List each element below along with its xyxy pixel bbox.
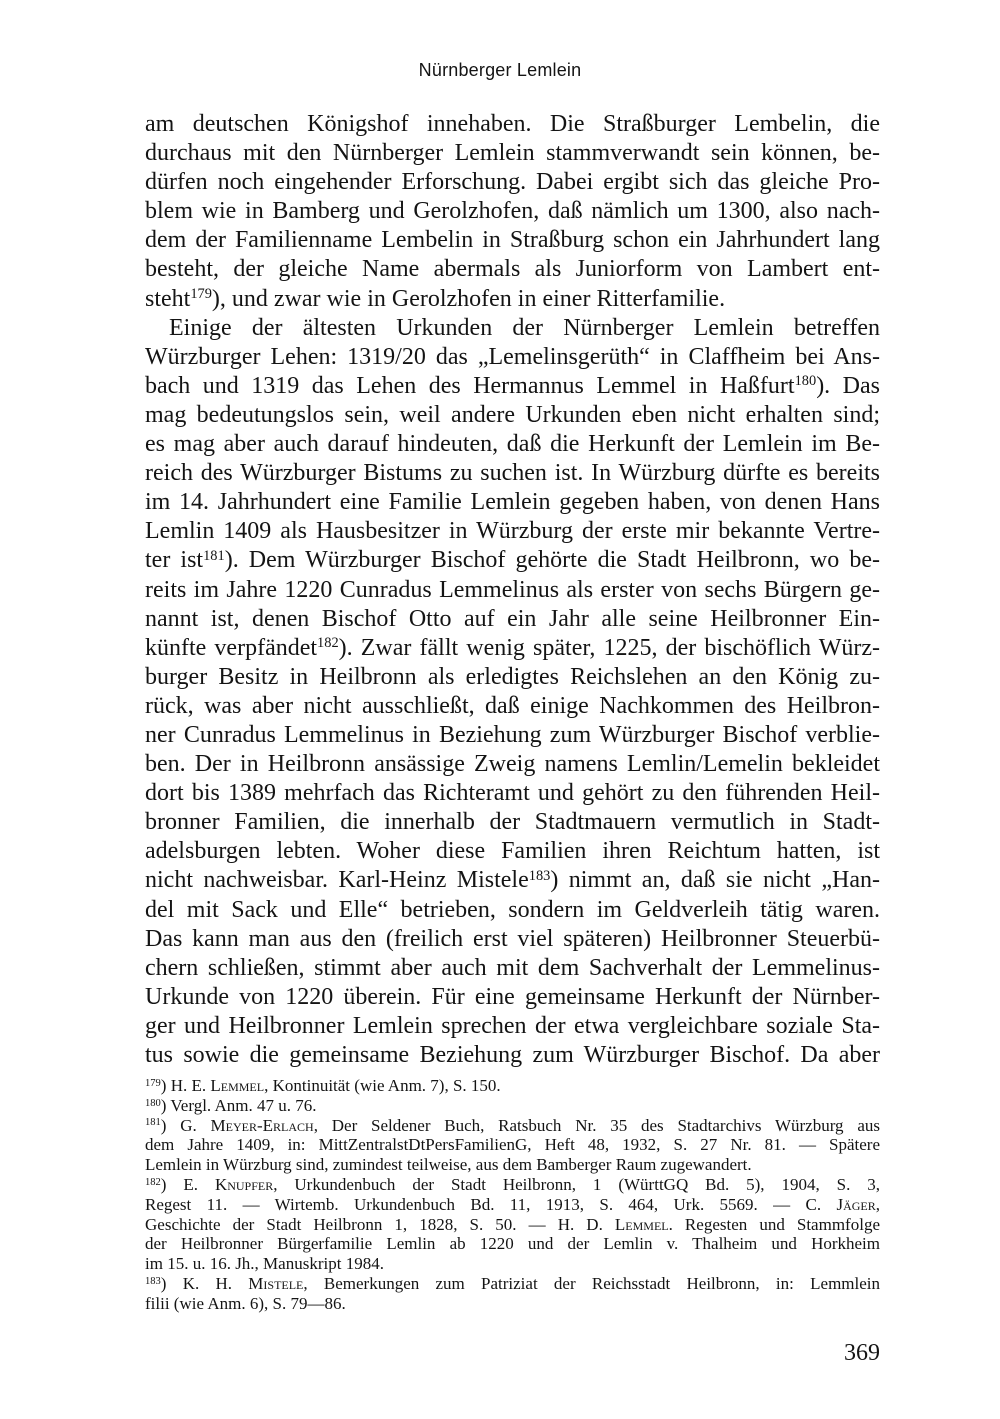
text-run: mag bedeutungslos sein, weil andere Urkunden eben nicht erhalten sind; bbox=[145, 401, 880, 428]
text-run: im 14. Jahrhundert eine Familie Lemlein gegeben haben, von denen Hans bbox=[145, 489, 880, 516]
body-line bbox=[145, 1012, 880, 1041]
body-line bbox=[145, 168, 880, 197]
footnote-ref: 181 bbox=[203, 547, 225, 564]
text-run: ) G. bbox=[160, 1115, 211, 1135]
text-run: Einige der ältesten Urkunden der Nürnberger Lemlein betreffen bbox=[169, 314, 880, 341]
text-run: Geschichte der Stadt Heilbronn 1, 1828, S. 50. — H. D. bbox=[145, 1214, 615, 1234]
footnote-line bbox=[145, 1215, 880, 1235]
footnote-ref: 182 bbox=[145, 1176, 161, 1188]
body-line bbox=[145, 255, 880, 284]
text-run: am deutschen Königshof innehaben. Die Straßburger Lembelin, die bbox=[145, 111, 880, 137]
text-run: reits im Jahre 1220 Cunradus Lemmelinus als erster von sechs Bürgern ge- bbox=[145, 576, 880, 603]
body-line bbox=[145, 954, 880, 983]
text-run: , Der Seldener Buch, Ratsbuch Nr. 35 des Stadtarchivs Würzburg aus bbox=[313, 1115, 880, 1135]
body-line bbox=[145, 605, 880, 634]
body-line bbox=[145, 546, 880, 575]
text-run: ner Cunradus Lemmelinus in Beziehung zum Würzburger Bischof verblie- bbox=[145, 721, 880, 748]
text-run: Mistele bbox=[248, 1273, 304, 1293]
footnote-line bbox=[145, 1076, 880, 1096]
footnotes bbox=[145, 1076, 880, 1314]
text-run: durchaus mit den Nürnberger Lemlein stammverwandt sein können, be- bbox=[145, 140, 880, 167]
text-run: Meyer-Erlach bbox=[210, 1115, 314, 1135]
text-run: , Urkundenbuch der Stadt Heilbronn, 1 (WürttGQ Bd. 5), 1904, S. 3, bbox=[273, 1174, 881, 1194]
text-run: Das kann man aus den (freilich erst viel späteren) Heilbronner Steuerbü- bbox=[145, 925, 880, 952]
text-run: im 15. u. 16. Jh., Manuskript 1984. bbox=[145, 1254, 384, 1274]
footnote-ref: 179 bbox=[145, 1077, 161, 1089]
footnote-line bbox=[145, 1234, 880, 1254]
text-run: blem wie in Bamberg und Gerolzhofen, daß nämlich um 1300, also nach- bbox=[145, 198, 880, 225]
text-run: ), und zwar wie in Gerolzhofen in einer Ritterfamilie. bbox=[211, 285, 726, 312]
footnote-ref: 180 bbox=[794, 372, 817, 389]
text-run: ) nimmt an, daß sie nicht „Han- bbox=[550, 867, 880, 894]
text-run: burger Besitz in Heilbronn als erledigtes Reichslehen an den König zu- bbox=[145, 663, 880, 690]
text-run: steht bbox=[145, 285, 191, 312]
text-run: nannt ist, denen Bischof Otto auf ein Jahr alle seine Heilbronner Ein- bbox=[145, 605, 880, 632]
footnote-ref: 181 bbox=[145, 1117, 161, 1129]
body-line bbox=[145, 110, 880, 139]
body-line bbox=[145, 197, 880, 226]
body-line bbox=[145, 983, 880, 1012]
text-run: Lemmel bbox=[210, 1076, 265, 1095]
text-run: Lemmel bbox=[614, 1214, 669, 1234]
text-run: , bbox=[875, 1194, 880, 1214]
text-run: dort bis 1389 mehrfach das Richteramt und gehört zu den führenden Heil- bbox=[145, 780, 880, 807]
body-line bbox=[145, 517, 880, 546]
text-run: , Bemerkungen zum Patriziat der Reichsstadt Heilbronn, in: Lemmlein bbox=[303, 1273, 881, 1293]
body-line bbox=[145, 692, 880, 721]
footnote-ref: 179 bbox=[190, 285, 212, 302]
body-line bbox=[145, 401, 880, 430]
body-line bbox=[145, 576, 880, 605]
body-line bbox=[145, 634, 880, 663]
footnote-line bbox=[145, 1195, 880, 1215]
text-run: Jäger bbox=[836, 1194, 876, 1214]
footnote-line bbox=[145, 1274, 880, 1294]
body-line bbox=[145, 139, 880, 168]
body-line bbox=[145, 808, 880, 837]
footnote-line bbox=[145, 1155, 880, 1175]
body-line bbox=[145, 721, 880, 750]
text-run: ) K. H. bbox=[160, 1273, 249, 1293]
text-run: reich des Würzburger Bistums zu suchen ist. In Würzburg dürfte es bereits bbox=[145, 460, 880, 487]
text-run: ter ist bbox=[145, 547, 204, 574]
text-run: dem der Familienname Lembelin in Straßburg schon ein Jahrhundert lang bbox=[145, 227, 880, 254]
footnote-line bbox=[145, 1116, 880, 1136]
text-run: ) H. E. bbox=[160, 1076, 211, 1095]
footnote-line bbox=[145, 1294, 880, 1314]
text-run: bach und 1319 das Lehen des Hermannus Lemmel in Haßfurt bbox=[145, 372, 795, 399]
body-line bbox=[145, 779, 880, 808]
footnote-ref: 183 bbox=[145, 1275, 161, 1287]
text-run: ) E. bbox=[160, 1174, 215, 1194]
body-line bbox=[145, 896, 880, 925]
text-run: künfte verpfändet bbox=[145, 634, 318, 661]
text-run: ). Zwar fällt wenig später, 1225, der bischöflich Würz- bbox=[338, 634, 880, 661]
page-number: 369 bbox=[844, 1340, 880, 1366]
footnote-line bbox=[145, 1175, 880, 1195]
body-line bbox=[145, 1041, 880, 1070]
text-run: dem Jahre 1409, in: MittZentralstDtPersFamilienG, Heft 48, 1932, S. 27 Nr. 81. — Spätere bbox=[145, 1135, 880, 1155]
body-line bbox=[145, 226, 880, 255]
body-line bbox=[145, 285, 880, 314]
text-run: . Regesten und Stammfolge bbox=[668, 1214, 880, 1234]
footnote-line bbox=[145, 1135, 880, 1155]
body-line bbox=[145, 925, 880, 954]
footnote-ref: 180 bbox=[145, 1097, 161, 1109]
body-text bbox=[145, 110, 880, 1070]
text-run: dürfen noch eingehender Erforschung. Dabei ergibt sich das gleiche Pro- bbox=[145, 169, 880, 196]
text-run: rück, was aber nicht ausschließt, daß einige Nachkommen des Heilbron- bbox=[145, 692, 880, 719]
text-run: ) Vergl. Anm. 47 u. 76. bbox=[160, 1095, 317, 1115]
body-line bbox=[145, 750, 880, 779]
text-run: ben. Der in Heilbronn ansässige Zweig namens Lemlin/Lemelin bekleidet bbox=[145, 751, 880, 778]
text-run: del mit Sack und Elle“ betrieben, sondern im Geldverleih tätig waren. bbox=[145, 896, 880, 923]
text-run: , Kontinuität (wie Anm. 7), S. 150. bbox=[264, 1076, 501, 1095]
body-line bbox=[145, 430, 880, 459]
text-run: besteht, der gleiche Name abermals als Juniorform von Lambert ent- bbox=[145, 256, 880, 283]
text-run: chern schließen, stimmt aber auch mit dem Sachverhalt der Lemmelinus- bbox=[145, 954, 880, 981]
body-line bbox=[145, 372, 880, 401]
body-line bbox=[145, 663, 880, 692]
footnote-line bbox=[145, 1254, 880, 1274]
text-run: es mag aber auch darauf hindeuten, daß die Herkunft der Lemlein im Be- bbox=[145, 431, 880, 458]
body-line bbox=[145, 343, 880, 372]
footnote-line bbox=[145, 1096, 880, 1116]
text-run: der Heilbronner Bürgerfamilie Lemlin ab 1220 und der Lemlin v. Thalheim und Horkheim bbox=[145, 1234, 880, 1254]
text-run: Lemlin 1409 als Hausbesitzer in Würzburg der erste mir bekannte Vertre- bbox=[145, 518, 880, 545]
body-line bbox=[145, 488, 880, 517]
text-run: bronner Familien, die innerhalb der Stadtmauern vermutlich in Stadt- bbox=[145, 809, 880, 836]
footnote-ref: 183 bbox=[528, 867, 551, 884]
running-head: Nürnberger Lemlein bbox=[418, 60, 582, 80]
text-run: Lemlein in Würzburg sind, zumindest teilweise, aus dem Bamberger Raum zugewandert. bbox=[145, 1155, 752, 1175]
text-run: Knupfer bbox=[214, 1174, 274, 1194]
text-run: Regest 11. — Wirtemb. Urkundenbuch Bd. 11, 1913, S. 464, Urk. 5569. — C. bbox=[145, 1194, 837, 1214]
text-run: nicht nachweisbar. Karl-Heinz Mistele bbox=[145, 867, 529, 894]
body-line bbox=[145, 837, 880, 866]
text-run: ger und Heilbronner Lemlein sprechen der etwa vergleichbare soziale Sta- bbox=[145, 1012, 880, 1039]
body-line bbox=[145, 459, 880, 488]
text-run: ). Das bbox=[816, 372, 880, 399]
text-run: Würzburger Lehen: 1319/20 das „Lemelinsgerüth“ in Claffheim bei Ans- bbox=[145, 343, 880, 370]
text-run: tus sowie die gemeinsame Beziehung zum Würzburger Bischof. Da aber bbox=[145, 1042, 880, 1068]
body-line bbox=[145, 314, 880, 343]
text-run: filii (wie Anm. 6), S. 79—86. bbox=[145, 1293, 346, 1313]
text-run: adelsburgen lebten. Woher diese Familien ihren Reichtum hatten, ist bbox=[145, 838, 880, 865]
footnote-ref: 182 bbox=[317, 634, 339, 651]
text-run: ). Dem Würzburger Bischof gehörte die Stadt Heilbronn, wo be- bbox=[224, 547, 880, 574]
body-line bbox=[145, 866, 880, 895]
text-run: Urkunde von 1220 überein. Für eine gemeinsame Herkunft der Nürnber- bbox=[145, 983, 880, 1010]
